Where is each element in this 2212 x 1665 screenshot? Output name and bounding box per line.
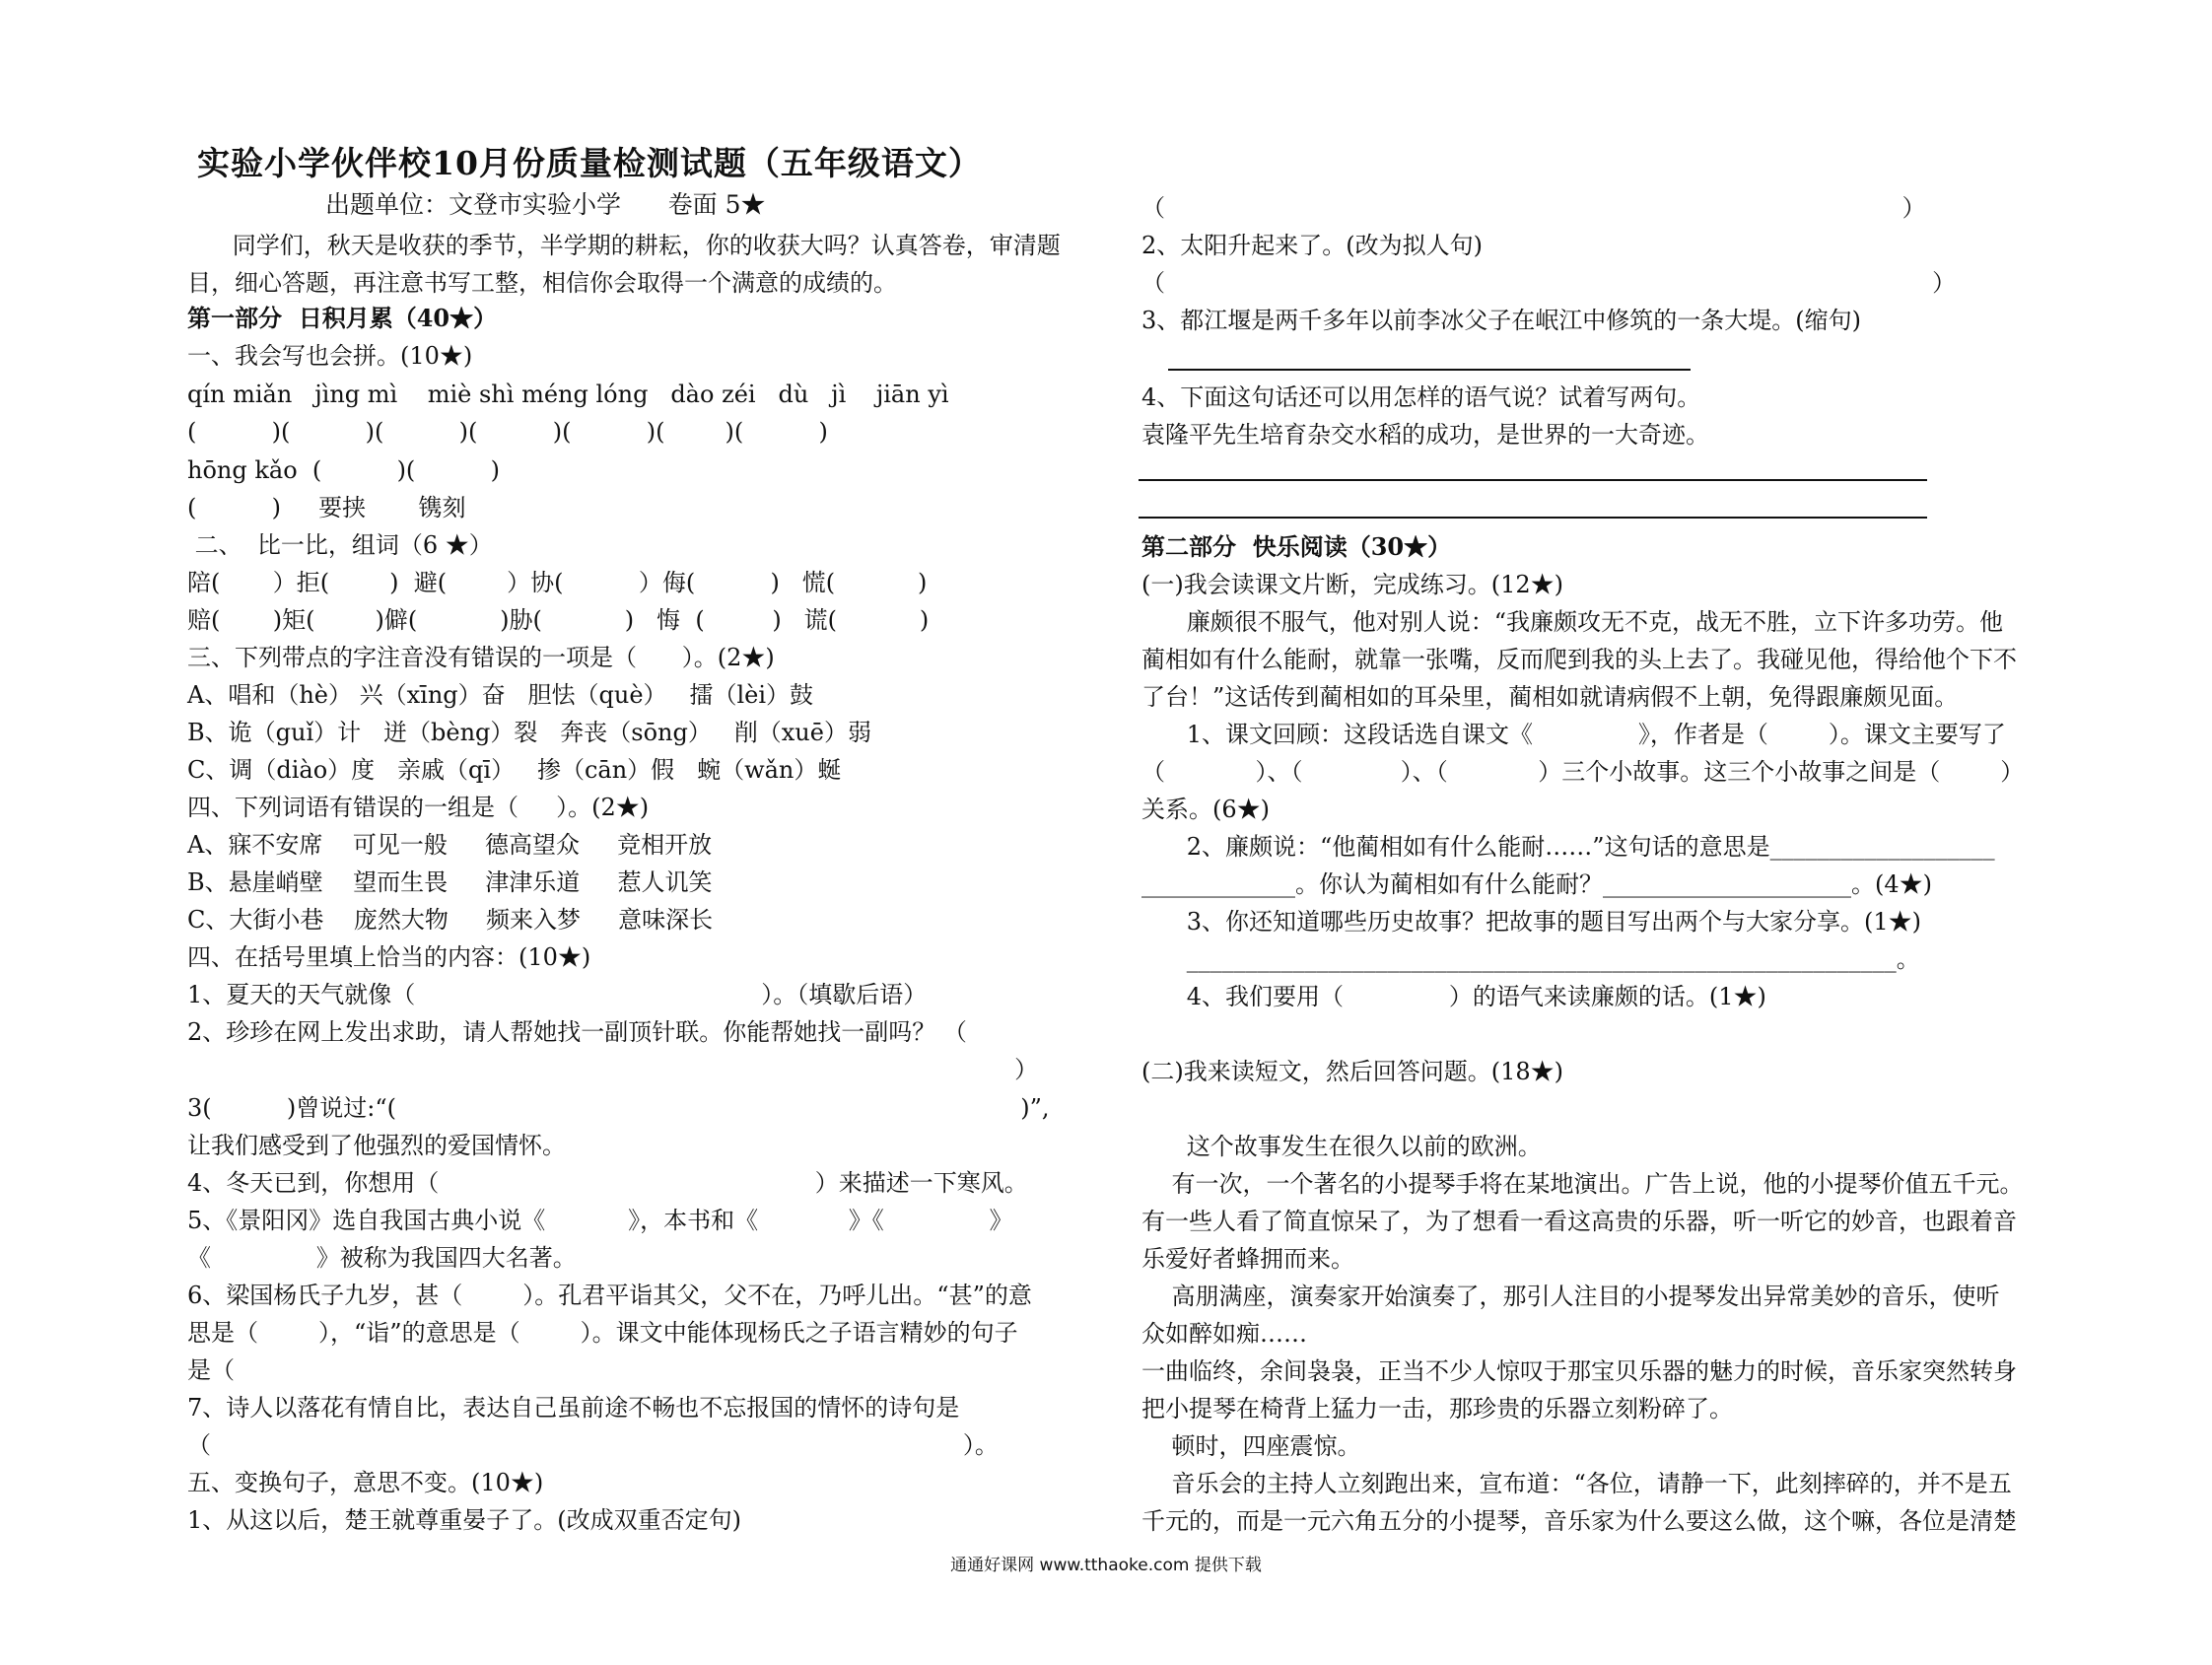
answer-line-tone-2	[1139, 517, 1927, 519]
left-line-35: 五、变换句子，意思不变。(10★)	[187, 1469, 544, 1496]
left-line-16: C、调（diào）度 亲戚（qī） 掺（cān）假 蜿（wǎn）蜒	[187, 756, 842, 784]
right-line-6: 第二部分 快乐阅读（30★）	[1141, 532, 1452, 561]
right-line-30: 千元的，而是一元六角五分的小提琴，音乐家为什么要这么做，这个嘛，各位是清楚	[1141, 1507, 2017, 1535]
right-line-12: （ ）、（ ）、（ ）三个小故事。这三个小故事之间是（ ）	[1141, 758, 2025, 786]
right-line-24: 高朋满座，演奏家开始演奏了，那引人注目的小提琴发出异常美妙的音乐，使听	[1141, 1283, 2000, 1310]
right-line-0: （ ）	[1141, 194, 1926, 222]
left-line-19: B、悬崖峭壁 望而生畏 津津乐道 惹人讥笑	[187, 868, 713, 896]
left-line-22: 1、夏天的天气就像（ ）。（填歇后语）	[187, 981, 928, 1008]
left-line-21: 四、在括号里填上恰当的内容：(10★)	[187, 943, 591, 971]
answer-line-tone-1	[1139, 479, 1927, 481]
right-line-23: 乐爱好者蜂拥而来。	[1141, 1245, 1354, 1273]
left-line-29: 《 》被称为我国四大名著。	[187, 1244, 577, 1272]
left-line-17: 四、下列词语有错误的一组是（ ）。(2★)	[187, 794, 650, 821]
right-line-3: 3、都江堰是两千多年以前李冰父子在岷江中修筑的一条大堤。(缩句)	[1141, 307, 1861, 334]
left-line-32: 是（	[187, 1356, 235, 1384]
right-line-10: 了台！”这话传到蔺相如的耳朵里，蔺相如就请病假不上朝，免得跟廉颇见面。	[1141, 683, 1959, 711]
right-line-13: 关系。(6★)	[1141, 796, 1270, 823]
left-line-9: ( ) 要挟 镌刻	[187, 494, 466, 521]
left-line-1: 出题单位：文登市实验小学 卷面 5★	[325, 190, 766, 219]
left-line-13: 三、下列带点的字注音没有错误的一项是（ ）。(2★)	[187, 644, 775, 671]
right-line-27: 把小提琴在椅背上猛力一击，那珍贵的乐器立刻粉碎了。	[1141, 1395, 1733, 1422]
left-line-30: 6、梁国杨氏子九岁，甚（ ）。孔君平诣其父，父不在，乃呼儿出。“甚”的意	[187, 1282, 1032, 1309]
left-line-20: C、大街小巷 庞然大物 频来入梦 意味深长	[187, 906, 714, 934]
right-line-11: 1、课文回顾：这段话选自课文《 》，作者是（ ）。课文主要写了	[1141, 721, 2006, 748]
right-line-28: 顿时，四座震惊。	[1141, 1432, 1361, 1460]
left-line-27: 4、冬天已到，你想用（ ）来描述一下寒风。	[187, 1169, 1028, 1197]
right-line-5: 袁隆平先生培育杂交水稻的成功，是世界的一大奇迹。	[1141, 421, 1709, 449]
left-line-3: 目，细心答题，再注意书写工整，相信你会取得一个满意的成绩的。	[187, 269, 897, 297]
left-line-8: hōng kǎo ( )( )	[187, 456, 500, 484]
right-line-15: _____________。你认为蔺相如有什么能耐？_____________________。(4★)	[1141, 870, 1932, 898]
left-line-23: 2、珍珍在网上发出求助，请人帮她找一副顶针联。你能帮她找一副吗？ （	[187, 1018, 967, 1046]
left-line-31: 思是（ ），“诣”的意思是（ ）。课文中能体现杨氏之子语言精妙的句子	[187, 1319, 1018, 1347]
answer-line-shrink	[1168, 369, 1691, 371]
right-line-4: 4、下面这句话还可以用怎样的语气说？试着写两句。	[1141, 383, 1701, 411]
right-line-16: 3、你还知道哪些历史故事？把故事的题目写出两个与大家分享。(1★)	[1141, 908, 1922, 936]
left-line-2: 同学们，秋天是收获的季节，半学期的耕耘，你的收获大吗？认真答卷，审清题	[187, 232, 1061, 259]
right-line-9: 蔺相如有什么能耐，就靠一张嘴，反而爬到我的头上去了。我碰见他，得给他个下不	[1141, 646, 2017, 673]
right-line-7: (一)我会读课文片断，完成练习。(12★)	[1141, 571, 1563, 598]
left-line-14: A、唱和（hè） 兴（xīng）奋 胆怯（què） 擂（lèi）鼓	[187, 681, 814, 709]
left-line-11: 陪( ）拒( ) 避( ）协( ）侮( ) 慌( )	[187, 569, 928, 596]
left-line-15: B、诡（guǐ）计 迸（bèng）裂 奔丧（sōng） 削（xuē）弱	[187, 719, 871, 746]
footer-source: 通通好课网 www.tthaoke.com 提供下载	[950, 1556, 1262, 1575]
right-line-14: 2、廉颇说：“他蔺相如有什么能耐……”这句话的意思是___________________	[1141, 833, 1995, 861]
right-line-20: 这个故事发生在很久以前的欧洲。	[1141, 1133, 1542, 1160]
left-line-7: ( )( )( )( )( )( )( )	[187, 418, 828, 446]
left-line-18: A、寐不安席 可见一般 德高望众 竞相开放	[187, 831, 713, 859]
right-line-17: ____________________________________________________________。	[1141, 945, 1920, 973]
left-line-33: 7、诗人以落花有情自比，表达自己虽前途不畅也不忘报国的情怀的诗句是	[187, 1394, 960, 1422]
left-line-4: 第一部分 日积月累（40★）	[187, 304, 498, 332]
left-line-36: 1、从这以后，楚王就尊重晏子了。(改成双重否定句)	[187, 1506, 741, 1534]
right-line-26: 一曲临终，余间袅袅，正当不少人惊叹于那宝贝乐器的魅力的时候，音乐家突然转身	[1141, 1357, 2017, 1385]
left-line-25: 3( )曾说过:“( )”,	[187, 1094, 1050, 1122]
right-line-21: 有一次，一个著名的小提琴手将在某地演出。广告上说，他的小提琴价值五千元。	[1141, 1170, 2024, 1198]
right-line-22: 有一些人看了简直惊呆了，为了想看一看这高贵的乐器，听一听它的妙音，也跟着音	[1141, 1208, 2017, 1235]
left-line-5: 一、我会写也会拼。(10★)	[187, 342, 473, 370]
right-line-25: 众如醉如痴……	[1141, 1320, 1307, 1348]
left-line-34: （ ）。	[187, 1431, 999, 1459]
right-line-8: 廉颇很不服气，他对别人说：“我廉颇攻无不克，战无不胜，立下许多功劳。他	[1141, 608, 2004, 636]
left-line-10: 二、 比一比，组词（6 ★）	[187, 531, 493, 559]
left-line-26: 让我们感受到了他强烈的爱国情怀。	[187, 1132, 566, 1159]
left-line-12: 赔( )矩( )僻( )胁( ) 悔 ( ) 谎( )	[187, 606, 930, 634]
right-line-2: （ ）	[1141, 269, 1957, 297]
left-line-28: 5、《景阳冈》选自我国古典小说《 》，本书和《 》《 》	[187, 1207, 1013, 1234]
left-line-0: 实验小学伙伴校10月份质量检测试题（五年级语文）	[197, 144, 982, 182]
right-line-18: 4、我们要用（ ）的语气来读廉颇的话。(1★)	[1141, 983, 1766, 1010]
right-line-19: (二)我来读短文，然后回答问题。(18★)	[1141, 1058, 1563, 1085]
right-line-29: 音乐会的主持人立刻跑出来，宣布道：“各位，请静一下，此刻摔碎的，并不是五	[1141, 1470, 2012, 1497]
right-line-1: 2、太阳升起来了。(改为拟人句)	[1141, 232, 1483, 259]
left-line-6: qín miǎn jìng mì miè shì méng lóng dào zéi dù jì jiān yì	[187, 381, 949, 408]
left-line-24: ）	[187, 1056, 1039, 1083]
